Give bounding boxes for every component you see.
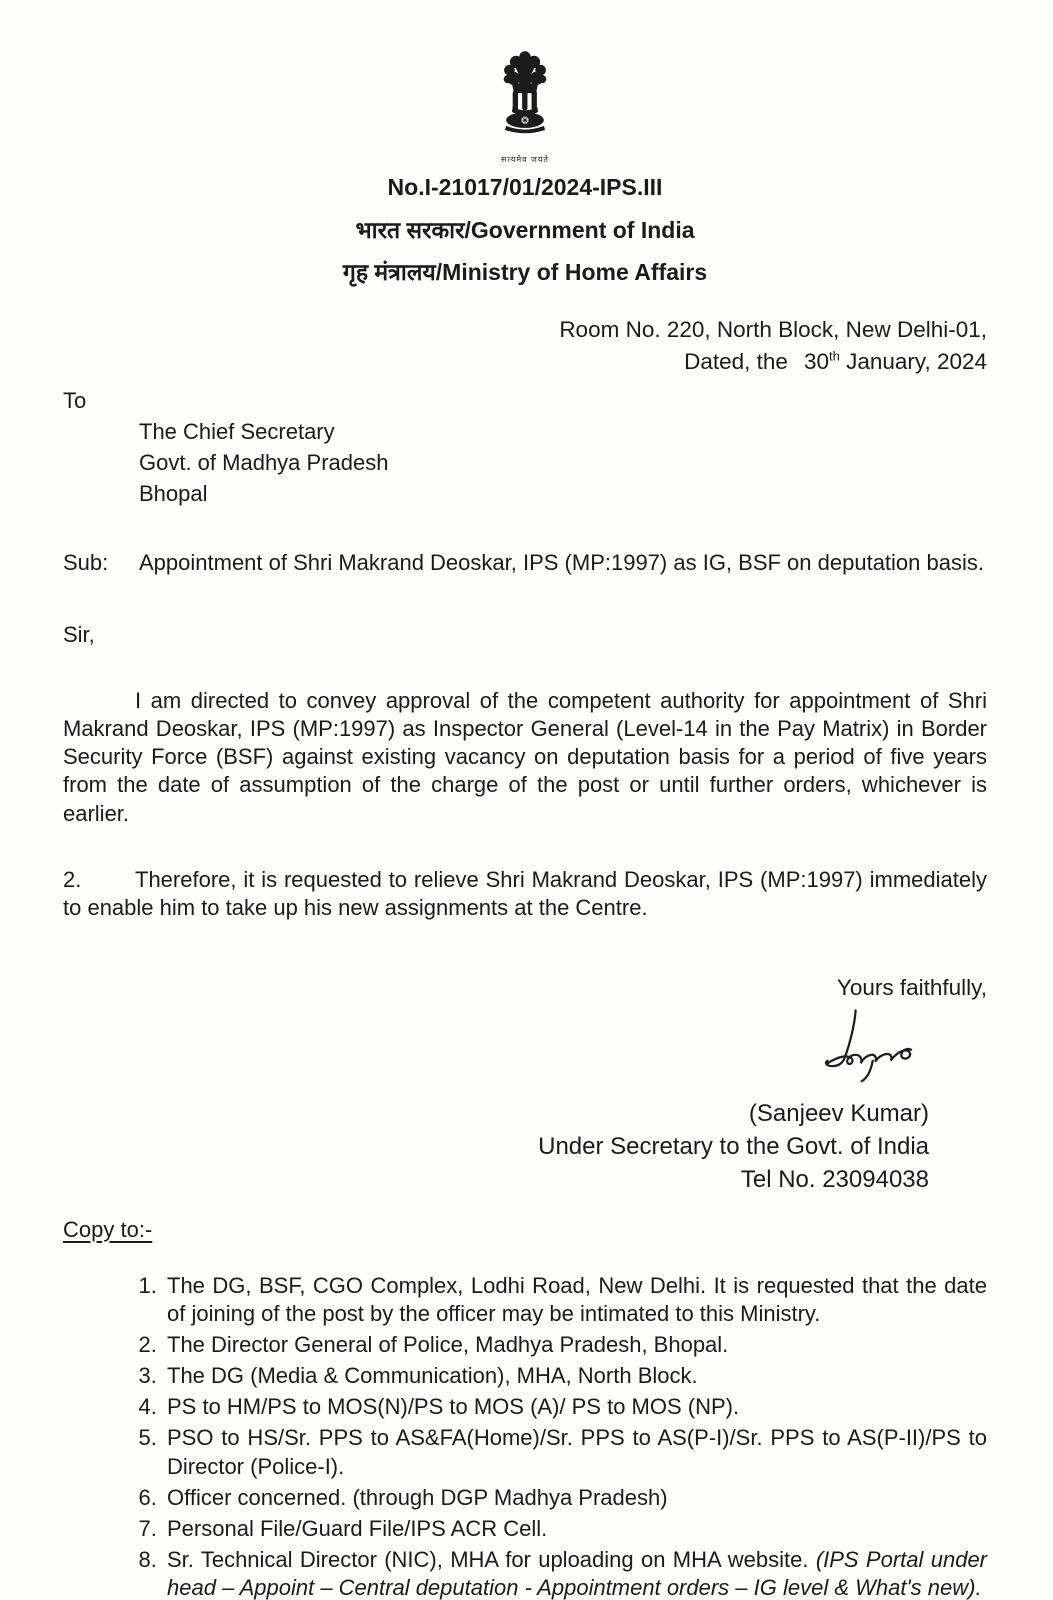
copy-item-8-italic: (IPS Portal under head – Appoint – Central deputation - Appointment orders – IG level & What's new). bbox=[167, 1547, 987, 1600]
salutation: Sir, bbox=[63, 621, 95, 647]
copy-item-8: 8. Sr. Technical Director (NIC), MHA for uploading on MHA website. (IPS Portal under head – Appoint – Central deputation - Appointment orders – IG level & What's new). bbox=[163, 1546, 987, 1600]
copy-item-2: 2. The Director General of Police, Madhya Pradesh, Bhopal. bbox=[163, 1331, 987, 1359]
signatory-block bbox=[63, 1098, 929, 1196]
emblem-motto: सत्यमेव जयते bbox=[501, 155, 549, 165]
office-address: Room No. 220, North Block, New Delhi-01, bbox=[559, 316, 987, 342]
paragraph-number: 2. bbox=[63, 866, 82, 892]
handwritten-signature bbox=[801, 1007, 929, 1089]
copy-item-5: 5. PSO to HS/Sr. PPS to AS&FA(Home)/Sr. PPS to AS(P-I)/Sr. PPS to AS(P-II)/PS to Director (Police-I). bbox=[163, 1424, 987, 1480]
copy-item-7: 7. Personal File/Guard File/IPS ACR Cell. bbox=[163, 1515, 987, 1543]
dateline-block bbox=[63, 314, 987, 379]
subject-row bbox=[63, 549, 987, 577]
body-paragraph-2: 2. Therefore, it is requested to relieve Shri Makrand Deoskar, IPS (MP:1997) immediately to enable him to take up his new assignments at the Centre. bbox=[63, 866, 987, 920]
recipient-line: Govt. of Madhya Pradesh bbox=[139, 450, 389, 476]
ministry-line: गृह मंत्रालय/Ministry of Home Affairs bbox=[342, 259, 708, 286]
signatory-name: (Sanjeev Kumar) bbox=[748, 1099, 929, 1127]
recipient-line: The Chief Secretary bbox=[139, 419, 335, 445]
copy-item-6: 6. Officer concerned. (through DGP Madhya Pradesh) bbox=[163, 1484, 987, 1512]
to-label: To bbox=[63, 387, 87, 413]
emblem-block bbox=[63, 46, 987, 165]
subject-text: Appointment of Shri Makrand Deoskar, IPS (MP:1997) as IG, BSF on deputation basis. bbox=[139, 549, 984, 575]
copy-item-3: 3. The DG (Media & Communication), MHA, North Block. bbox=[163, 1362, 987, 1390]
copy-to-label: Copy to:- bbox=[63, 1216, 153, 1242]
copy-item-4: 4. PS to HM/PS to MOS(N)/PS to MOS (A)/ PS to MOS (NP). bbox=[163, 1393, 987, 1421]
body-paragraph-1: I am directed to convey approval of the competent authority for appointment of Shri Makrand Deoskar, IPS (MP:1997) as Inspector General (Level-14 in the Pay Matrix) in Border Security Force (BSF) against existing vacancy on deputation basis for a period of five years from the date of assumption of the charge of the post or until further orders, whichever is earlier. bbox=[63, 687, 987, 826]
date-line: Dated, the 30th January, 2024 bbox=[684, 348, 987, 375]
signatory-designation: Under Secretary to the Govt. of India bbox=[538, 1133, 929, 1161]
recipient-address bbox=[139, 418, 987, 508]
reference-number: No.I-21017/01/2024-IPS.III bbox=[387, 174, 663, 201]
valediction: Yours faithfully, bbox=[836, 974, 987, 1000]
emblem-of-india-icon bbox=[484, 46, 566, 150]
signature-area bbox=[63, 1007, 987, 1196]
government-line: भारत सरकार/Government of India bbox=[355, 216, 695, 243]
signatory-telephone: Tel No. 23094038 bbox=[740, 1166, 929, 1194]
recipient-line: Bhopal bbox=[139, 481, 208, 507]
copy-item-1: 1. The DG, BSF, CGO Complex, Lodhi Road, New Delhi. It is requested that the date of joining of the post by the officer may be intimated to this Ministry. bbox=[163, 1272, 987, 1328]
copy-to-list bbox=[63, 1272, 987, 1600]
subject-label: Sub: bbox=[63, 549, 109, 575]
